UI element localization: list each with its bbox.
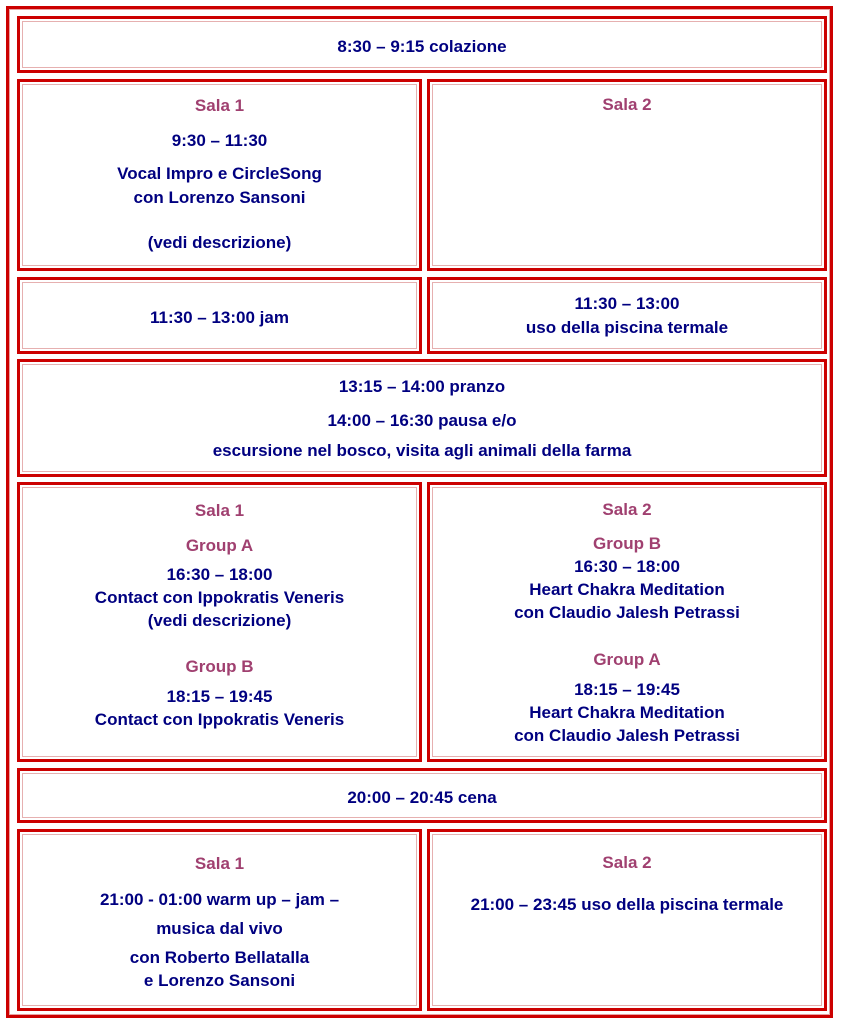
evening-sala1-cell <box>17 829 422 1011</box>
session-host-2: e Lorenzo Sansoni <box>143 971 296 990</box>
session-host: con Roberto Bellatalla <box>129 948 310 967</box>
group-label: Group A <box>593 650 661 669</box>
hall-label: Sala 2 <box>602 853 652 872</box>
group-label: Group B <box>185 657 254 676</box>
group-label: Group B <box>593 534 661 553</box>
session-title: Contact con Ippokratis Veneris <box>94 710 345 729</box>
hall-label: Sala 1 <box>194 501 245 520</box>
dinner-row <box>17 768 827 823</box>
breakfast-text: 8:30 – 9:15 colazione <box>337 37 507 56</box>
jam-cell <box>17 277 422 354</box>
session-time: 16:30 – 18:00 <box>574 557 680 576</box>
dinner-text: 20:00 – 20:45 cena <box>347 788 497 807</box>
session-time: 9:30 – 11:30 <box>171 131 268 150</box>
session-time: 18:15 – 19:45 <box>166 687 273 706</box>
pool-time: 11:30 – 13:00 <box>574 294 680 313</box>
hall-label: Sala 2 <box>602 95 652 114</box>
session-note: (vedi descrizione) <box>147 233 292 252</box>
session-time: 16:30 – 18:00 <box>166 565 273 584</box>
session-time: 18:15 – 19:45 <box>574 680 680 699</box>
afternoon-sala1-cell <box>17 482 422 762</box>
session-title: Contact con Ippokratis Veneris <box>94 588 345 607</box>
evening-sala2-cell <box>427 829 827 1011</box>
session-host: con Claudio Jalesh Petrassi <box>514 726 740 745</box>
excursion-text: escursione nel bosco, visita agli animali della farma <box>212 441 632 460</box>
pause-text: 14:00 – 16:30 pausa e/o <box>327 411 517 430</box>
session-note: (vedi descrizione) <box>147 611 292 630</box>
pool-text: uso della piscina termale <box>525 318 729 337</box>
afternoon-sala2-cell <box>427 482 827 762</box>
hall-label: Sala 1 <box>194 96 245 115</box>
session-subtitle: musica dal vivo <box>156 919 283 938</box>
morning-sala1-cell <box>17 79 422 271</box>
jam-text: 11:30 – 13:00 jam <box>150 308 289 327</box>
session-title: Heart Chakra Meditation <box>529 580 725 599</box>
pool-text: 21:00 – 23:45 uso della piscina termale <box>470 895 784 914</box>
lunch-text: 13:15 – 14:00 pranzo <box>338 377 506 396</box>
session-host: con Claudio Jalesh Petrassi <box>514 603 740 622</box>
session-host: con Lorenzo Sansoni <box>133 188 306 207</box>
session-title: 21:00 - 01:00 warm up – jam – <box>99 890 340 909</box>
pool-cell <box>427 277 827 354</box>
breakfast-row <box>17 16 827 73</box>
hall-label: Sala 2 <box>602 500 652 519</box>
midday-row <box>17 359 827 477</box>
group-label: Group A <box>185 536 254 555</box>
session-title: Heart Chakra Meditation <box>529 703 725 722</box>
hall-label: Sala 1 <box>194 854 245 873</box>
morning-sala2-cell <box>427 79 827 271</box>
session-title: Vocal Impro e CircleSong <box>117 164 322 183</box>
